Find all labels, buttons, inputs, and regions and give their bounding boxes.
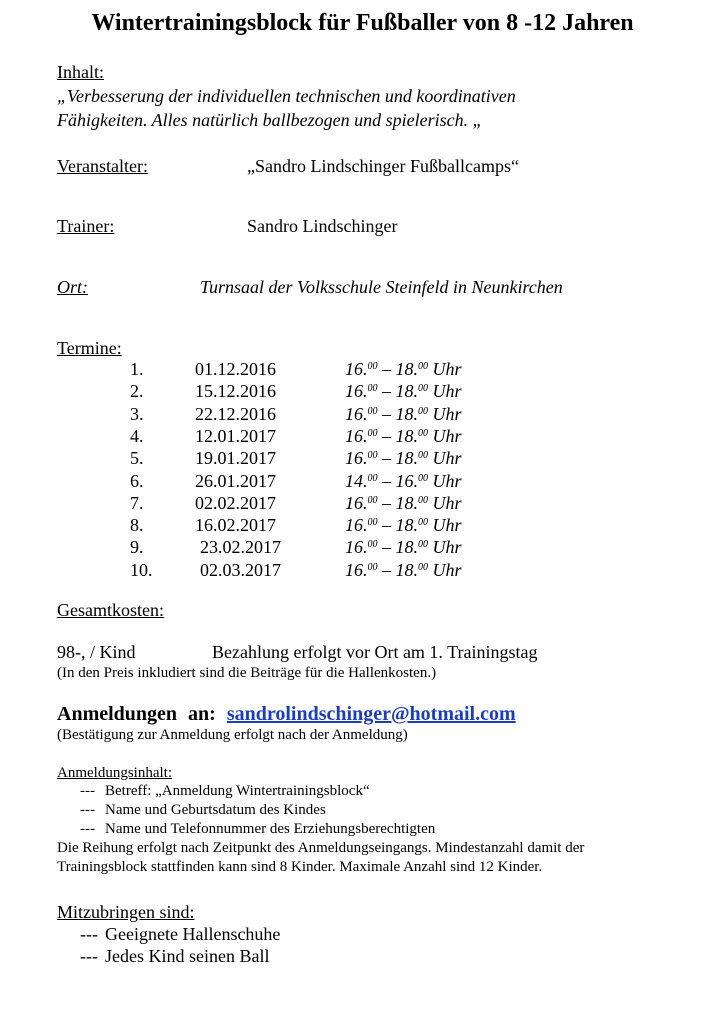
termin-row — [130, 381, 510, 403]
termin-time: 16.00 – 18.00 Uhr — [345, 448, 462, 469]
termin-time: 16.00 – 18.00 Uhr — [345, 425, 462, 446]
termin-row — [130, 493, 510, 515]
termin-date: 19.01.2017 — [195, 448, 276, 469]
veranstalter-value: „Sandro Lindschinger Fußballcamps“ — [247, 156, 519, 176]
termin-date: 23.02.2017 — [200, 537, 281, 558]
inhalt-label: Inhalt: — [57, 62, 104, 82]
termin-date: 02.03.2017 — [200, 559, 281, 580]
anmeldung-label — [57, 703, 516, 726]
email-link[interactable]: sandrolindschinger@hotmail.com — [226, 703, 516, 725]
termin-row — [130, 471, 510, 493]
price-note: (In den Preis inkludiert sind die Beiträge für die Hallenkosten.) — [57, 665, 437, 681]
ort-value: Turnsaal der Volksschule Steinfeld in Neunkirchen — [200, 277, 563, 297]
termin-row — [130, 426, 510, 448]
termin-date: 26.01.2017 — [195, 470, 276, 491]
termine-list — [130, 359, 510, 584]
anmeldung-an: an: — [188, 703, 216, 725]
ort-label: Ort: — [57, 277, 88, 297]
termin-number: 1. — [130, 359, 144, 379]
document-page: Wintertrainingsblock für Fußballer von 8 -12 Jahren Inhalt: „Verbesserung der individuellen technischen und koordinativen Fähigkeiten. Alles natürlich ballbezogen und spielerisch. „ Veranstalter: „Sandro Lindschinger Fußballcamps“ Trainer: Sandro Lindschinger Ort: Turnsaal der Volksschule Steinfeld in Neunkirchen Termine: 1. 01.12.2016 16.00 – 18.00 Uhr 2. 15.12.2016 16.00 – 18.00 Uhr 3. 22.12.2016 16.00 – 18.00 Uhr 4. 12.01.2017 16.00 – 18.00 Uhr 5. 19.01.2017 16.00 – 18.00 Uhr 6. 26.01.2017 14.00 – 16.00 Uhr 7. 02.02.2017 16.00 – 18.00 Uhr 8. 16.02.2017 16.00 – 18.00 Uhr 9. 23.02.2017 16.00 – 18.00 Uhr 10. 02.03.2017 16.00 – 18.00 Uhr Gesamtkosten: 98-, / Kind Bezahlung erfolgt vor Ort am 1. Trainingstag (In den Preis inkludiert sind die Beiträge für die Hallenkosten.) Anmeldungen an: sandrolindschinger@hotmail.com (Bestätigung zur Anmeldung erfolgt nach der Anmeldung) Anmeldungsinhalt: --- Betreff: „Anmeldung Wintertrainingsblock“ --- Name und Geburtsdatum des Kindes --- Name und Telefonnummer des Erziehungsberechtigten Die Reihung erfolgt nach Zeitpunkt des Anmeldungseingangs. Mindestanzahl damit der Trainingsblock stattfinden kann sind 8 Kinder. Maximale Anzahl sind 12 Kinder. Mitzubringen sind: --- Geeignete Hallenschuhe --- Jedes Kind seinen Ball — [0, 0, 725, 1024]
termin-time: 16.00 – 18.00 Uhr — [345, 381, 462, 402]
payment-info: Bezahlung erfolgt vor Ort am 1. Trainingstag — [212, 642, 538, 662]
reihung-line-2: Trainingsblock stattfinden kann sind 8 Kinder. Maximale Anzahl sind 12 Kinder. — [57, 859, 543, 875]
termin-date: 16.02.2017 — [195, 515, 276, 536]
termin-number: 8. — [130, 515, 144, 536]
termin-number: 7. — [130, 492, 144, 513]
termin-time: 16.00 – 18.00 Uhr — [345, 515, 462, 536]
termin-row — [130, 448, 510, 470]
termin-date: 01.12.2016 — [195, 359, 276, 379]
termin-row — [130, 404, 510, 426]
termin-number: 3. — [130, 403, 144, 424]
gesamtkosten-label: Gesamtkosten: — [57, 600, 164, 620]
termin-date: 15.12.2016 — [195, 381, 276, 402]
inhalt-line-1: „Verbesserung der individuellen technischen und koordinativen — [57, 86, 516, 106]
termin-time: 16.00 – 18.00 Uhr — [345, 537, 462, 558]
mitzubringen-label: Mitzubringen sind: — [57, 902, 195, 922]
termin-row — [130, 359, 510, 381]
trainer-label: Trainer: — [57, 216, 115, 236]
termine-label: Termine: — [57, 338, 122, 358]
termin-number: 9. — [130, 537, 144, 558]
termin-time: 14.00 – 16.00 Uhr — [345, 470, 462, 491]
termin-number: 10. — [130, 559, 153, 580]
termin-number: 4. — [130, 425, 144, 446]
anmeldungsinhalt-label: Anmeldungsinhalt: — [57, 765, 172, 781]
inhalt-line-2: Fähigkeiten. Alles natürlich ballbezogen und spielerisch. „ — [57, 110, 483, 130]
price: 98-, / Kind — [57, 642, 136, 662]
page-title: Wintertrainingsblock für Fußballer von 8 -12 Jahren — [91, 10, 634, 36]
termin-number: 5. — [130, 448, 144, 469]
termin-row — [130, 515, 510, 537]
termin-time: 16.00 – 18.00 Uhr — [345, 359, 462, 379]
termin-time: 16.00 – 18.00 Uhr — [345, 492, 462, 513]
termin-number: 6. — [130, 470, 144, 491]
termin-number: 2. — [130, 381, 144, 402]
termin-time: 16.00 – 18.00 Uhr — [345, 559, 462, 580]
termin-row — [130, 537, 510, 559]
termin-time: 16.00 – 18.00 Uhr — [345, 403, 462, 424]
veranstalter-label: Veranstalter: — [57, 156, 148, 176]
anmeldung-note: (Bestätigung zur Anmeldung erfolgt nach der Anmeldung) — [57, 727, 408, 743]
anmeldung-label-text: Anmeldungen — [57, 703, 178, 725]
reihung-line-1: Die Reihung erfolgt nach Zeitpunkt des Anmeldungseingangs. Mindestanzahl damit der — [57, 840, 585, 856]
termin-date: 22.12.2016 — [195, 403, 276, 424]
termin-date: 12.01.2017 — [195, 425, 276, 446]
termin-row — [130, 560, 510, 582]
termin-date: 02.02.2017 — [195, 492, 276, 513]
trainer-value: Sandro Lindschinger — [247, 216, 398, 236]
